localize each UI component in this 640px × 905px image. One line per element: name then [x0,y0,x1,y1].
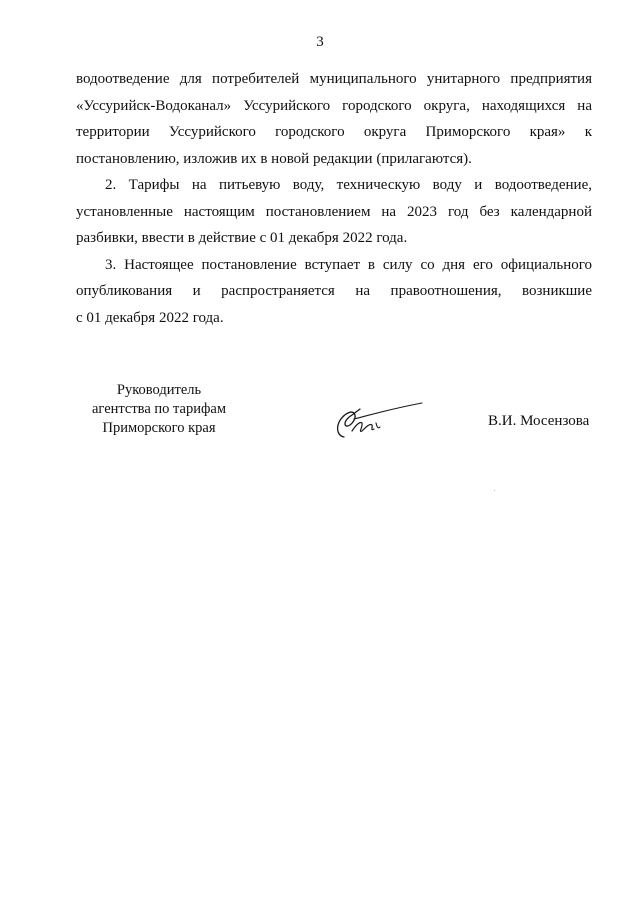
page-number: 3 [316,34,324,50]
paragraph-continuation [76,66,592,172]
text-line: территории Уссурийского городского округа Приморского края» к [76,124,592,140]
text-line: водоотведение для потребителей муниципального унитарного предприятия [76,71,592,87]
paragraph-tariffs [76,172,592,252]
handwritten-signature [330,397,430,441]
signer-position [74,381,244,438]
text-line: разбивки, ввести в действие с 01 декабря 2022 года. [76,230,408,246]
text-line: установленные настоящим постановлением на 2023 год без календарной [76,203,592,220]
position-line: Руководитель [116,382,202,398]
text-line: опубликования и распространяется на правоотношения, возникшие [76,283,592,299]
text-line: с 01 декабря 2022 года. [76,309,224,326]
text-line: «Уссурийск-Водоканал» Уссурийского городского округа, находящихся на [76,97,592,114]
document-body [76,66,592,331]
position-line: агентства по тарифам [92,401,226,417]
position-line: Приморского края [102,420,216,436]
paragraph-effective-date [76,252,592,332]
signer-name: В.И. Мосензова [488,413,590,429]
text-line: постановлению, изложив их в новой редакции (прилагаются). [76,150,472,167]
text-line: 2. Тарифы на питьевую воду, техническую воду и водоотведение, [105,177,592,193]
scan-speck [494,490,495,491]
text-line: 3. Настоящее постановление вступает в силу со дня его официального [105,256,592,273]
signature-block [0,381,640,451]
